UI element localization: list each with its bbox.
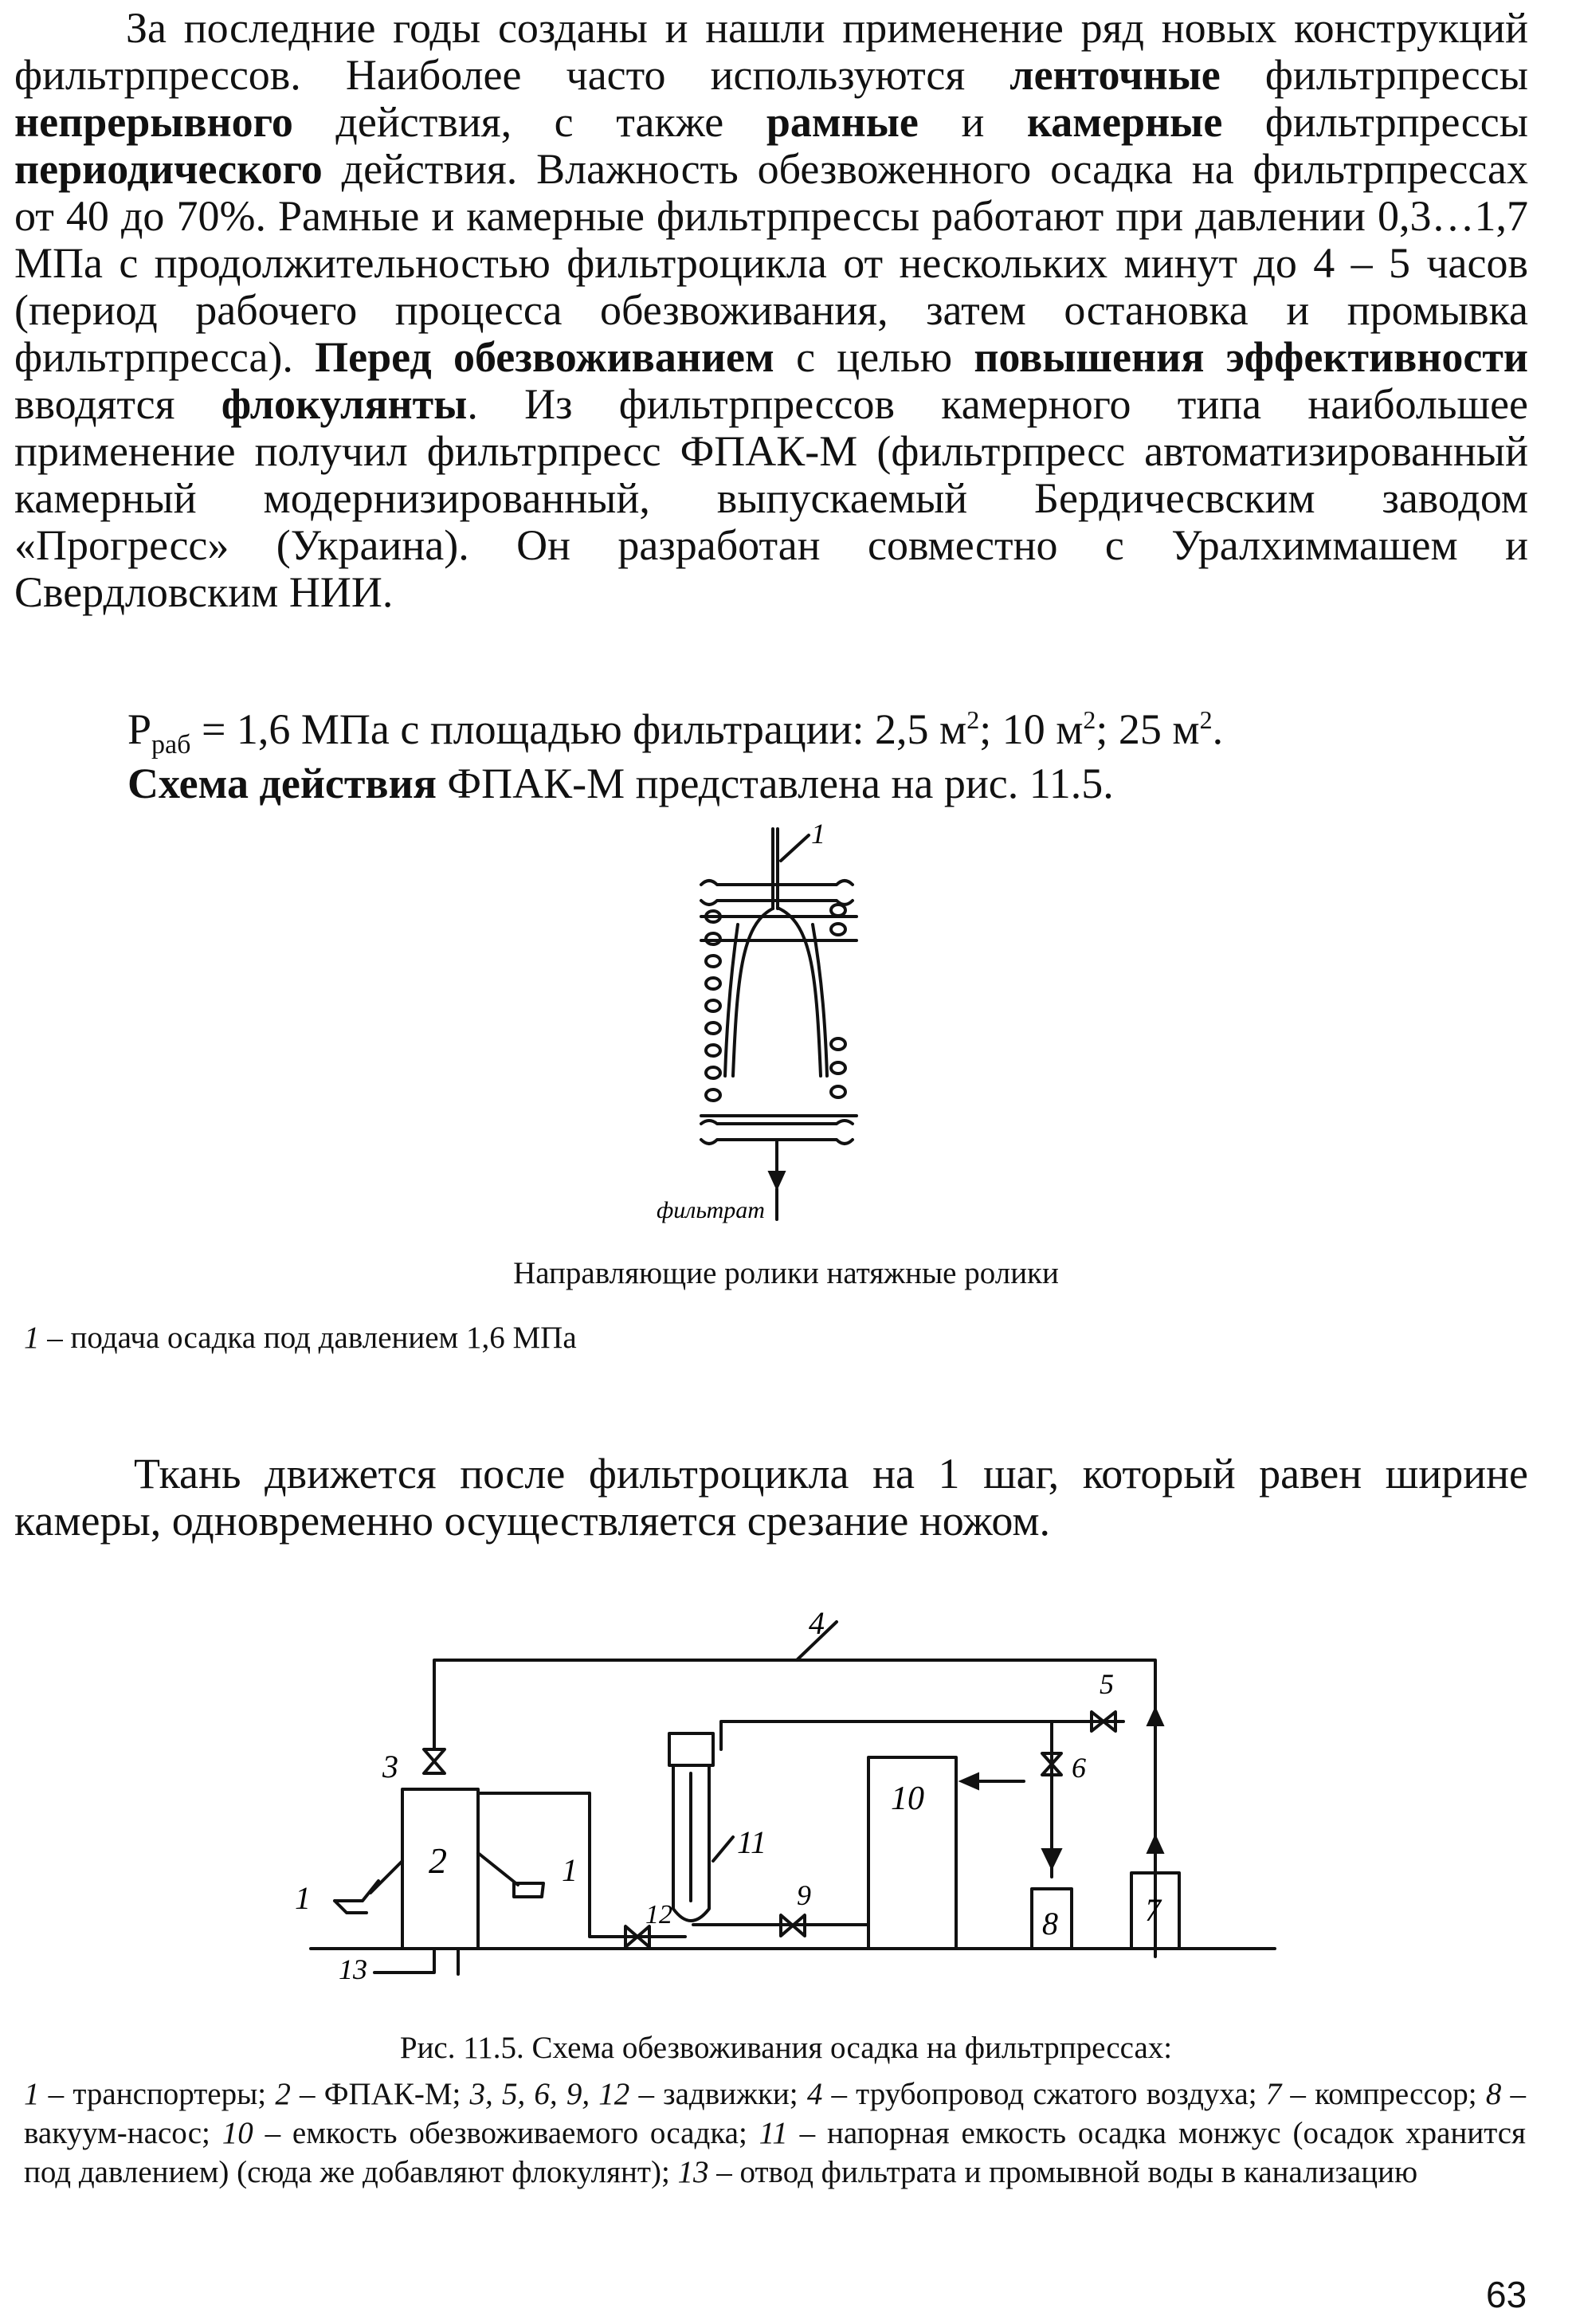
legend-text: – транспортеры; — [39, 2077, 276, 2111]
legend-number: 8 — [1485, 2077, 1502, 2111]
air-branch — [721, 1721, 1123, 1749]
legend-number: 11 — [759, 2116, 788, 2150]
bold-term: ленточные — [1009, 51, 1221, 99]
belt-left — [733, 909, 773, 1076]
legend-text: – трубопровод сжатого воздуха; — [822, 2077, 1266, 2111]
bold-term: Перед обезвоживанием — [315, 333, 774, 381]
figure2-caption: Рис. 11.5. Схема обезвоживания осадка на фильтрпрессах: — [399, 2031, 1173, 2065]
bold-term: флокулянты — [221, 380, 468, 428]
label-3: 3 — [382, 1749, 398, 1784]
legend-text: – подача осадка под давлением 1,6 МПа — [39, 1321, 577, 1355]
bold-term: непрерывного — [14, 98, 293, 146]
legend-text: – компрессор; — [1281, 2077, 1486, 2111]
bottom-plate — [701, 1121, 853, 1124]
legend-text: – задвижки; — [629, 2077, 807, 2111]
label-13: 13 — [339, 1953, 367, 1985]
flow-arrow-icon — [1042, 1849, 1061, 1869]
page-number: 63 — [1486, 2274, 1527, 2315]
bold-term: рамные — [766, 98, 919, 146]
formula-text: = 1,6 МПа с площадью фильтрации: 2,5 м — [190, 705, 967, 753]
label-1-left: 1 — [295, 1880, 311, 1916]
tension-rollers — [831, 905, 845, 1097]
label-4: 4 — [809, 1605, 825, 1641]
legend-text: – емкость обезвоживаемого осадка; — [253, 2116, 759, 2150]
bold-term: Схема действия — [127, 760, 437, 807]
formula-symbol: Р — [127, 705, 152, 753]
text-run: фильтрпрессы — [1222, 98, 1528, 146]
label-2: 2 — [429, 1840, 447, 1881]
label-6: 6 — [1072, 1752, 1086, 1784]
valve-3-icon — [424, 1749, 445, 1773]
left-transporter — [335, 1881, 378, 1913]
intro-paragraph — [14, 5, 1528, 616]
bold-term: повышения эффективности — [974, 333, 1528, 381]
label-11: 11 — [737, 1824, 767, 1860]
superscript: 2 — [1083, 705, 1096, 734]
transporter-feed — [370, 1861, 402, 1893]
legend-number: 4 — [806, 2077, 823, 2111]
monjus-cap — [669, 1733, 713, 1765]
superscript: 2 — [1199, 705, 1213, 734]
drain-pipe — [374, 1949, 434, 1973]
text-run: действия. Влажность обезвоженного осадка на фильтрпрессах от 40 до 70%. Рамные и камерные фильтрпрессы работают при давлении 0,3…1,7 МПа с продолжительностью фильтроцикла от нескольких минут до 4 – 5 часов (период рабочего процесса обезвоживания, затем остановка и промывка фильтрпресса). — [14, 145, 1528, 381]
label-9: 9 — [797, 1879, 811, 1911]
flow-arrow-icon — [1147, 1835, 1163, 1853]
figure1-sketch — [653, 818, 892, 1235]
text-run: и — [918, 98, 1027, 146]
filtrate-label: фильтрат — [657, 1197, 765, 1223]
legend-number: 13 — [677, 2155, 709, 2189]
transporter-feed — [478, 1853, 518, 1885]
label-12: 12 — [645, 1900, 672, 1929]
belt-paragraph: Ткань движется после фильтроцикла на 1 шаг, который равен ширине камеры, одновременно осуществляется срезание ножом. — [14, 1450, 1528, 1545]
legend-text: – отвод фильтрата и промывной воды в канализацию — [708, 2155, 1418, 2189]
leader-line — [713, 1837, 733, 1861]
label-7: 7 — [1145, 1892, 1161, 1928]
superscript: 2 — [966, 705, 980, 734]
legend-number: 3, 5, 6, 9, 12 — [469, 2077, 630, 2111]
formula-text: ; 25 м — [1096, 705, 1200, 753]
inlet-arrow-icon — [960, 1773, 978, 1789]
formula-subscript: раб — [151, 729, 191, 760]
text-run: вводятся — [14, 380, 221, 428]
label-5: 5 — [1100, 1668, 1114, 1700]
text-run: За последние годы созданы и нашли применение ряд новых конструкций фильтрпрессов. Наиболее часто используются — [14, 4, 1528, 99]
flow-arrow-icon — [1147, 1708, 1163, 1725]
legend-text: – напорная емкость осадка монжус (осадок хранится под давлением) (сюда же добавляют флокулянт); — [24, 2116, 1526, 2189]
figure2-legend — [24, 2075, 1526, 2192]
figure1-legend — [24, 1319, 577, 1357]
legend-number: 1 — [24, 1321, 40, 1355]
filtrate-arrow-icon — [769, 1172, 785, 1189]
figure1-caption: Направляющие ролики натяжные ролики — [513, 1256, 1059, 1290]
text-run: с целью — [774, 333, 974, 381]
formula-text: . — [1212, 705, 1224, 753]
label-1: 1 — [811, 818, 825, 850]
label-8: 8 — [1042, 1906, 1058, 1941]
label-10: 10 — [891, 1780, 924, 1817]
text-run: ФПАК-М представлена на рис. 11.5. — [436, 760, 1114, 807]
text-run: действия, с также — [292, 98, 766, 146]
legend-number: 7 — [1265, 2077, 1282, 2111]
text-run: . Из фильтрпрессов камерного типа наибольшее применение получил фильтрпресс ФПАК-М (фильтрпресс автоматизированный камерный модернизированный, выпускаемый Бердичесвским заводом «Прогресс» (Украина). Он разработан совместно с Уралхиммашем и Свердловским НИИ. — [14, 380, 1529, 616]
legend-text: – вакуум-насос; — [24, 2077, 1527, 2150]
text-run: фильтрпрессы — [1220, 51, 1528, 99]
formula-text: ; 10 м — [979, 705, 1084, 753]
label-1-right: 1 — [562, 1852, 578, 1888]
scheme-reference-line — [127, 760, 1114, 807]
legend-number: 10 — [221, 2116, 253, 2150]
figure2-scheme — [287, 1598, 1291, 2012]
pressure-formula-line — [127, 697, 1223, 768]
legend-number: 2 — [275, 2077, 291, 2111]
bold-term: периодического — [14, 145, 323, 193]
leader-line — [781, 835, 809, 861]
legend-number: 1 — [24, 2077, 40, 2111]
legend-text: – ФПАК-М; — [290, 2077, 470, 2111]
bold-term: камерные — [1026, 98, 1223, 146]
